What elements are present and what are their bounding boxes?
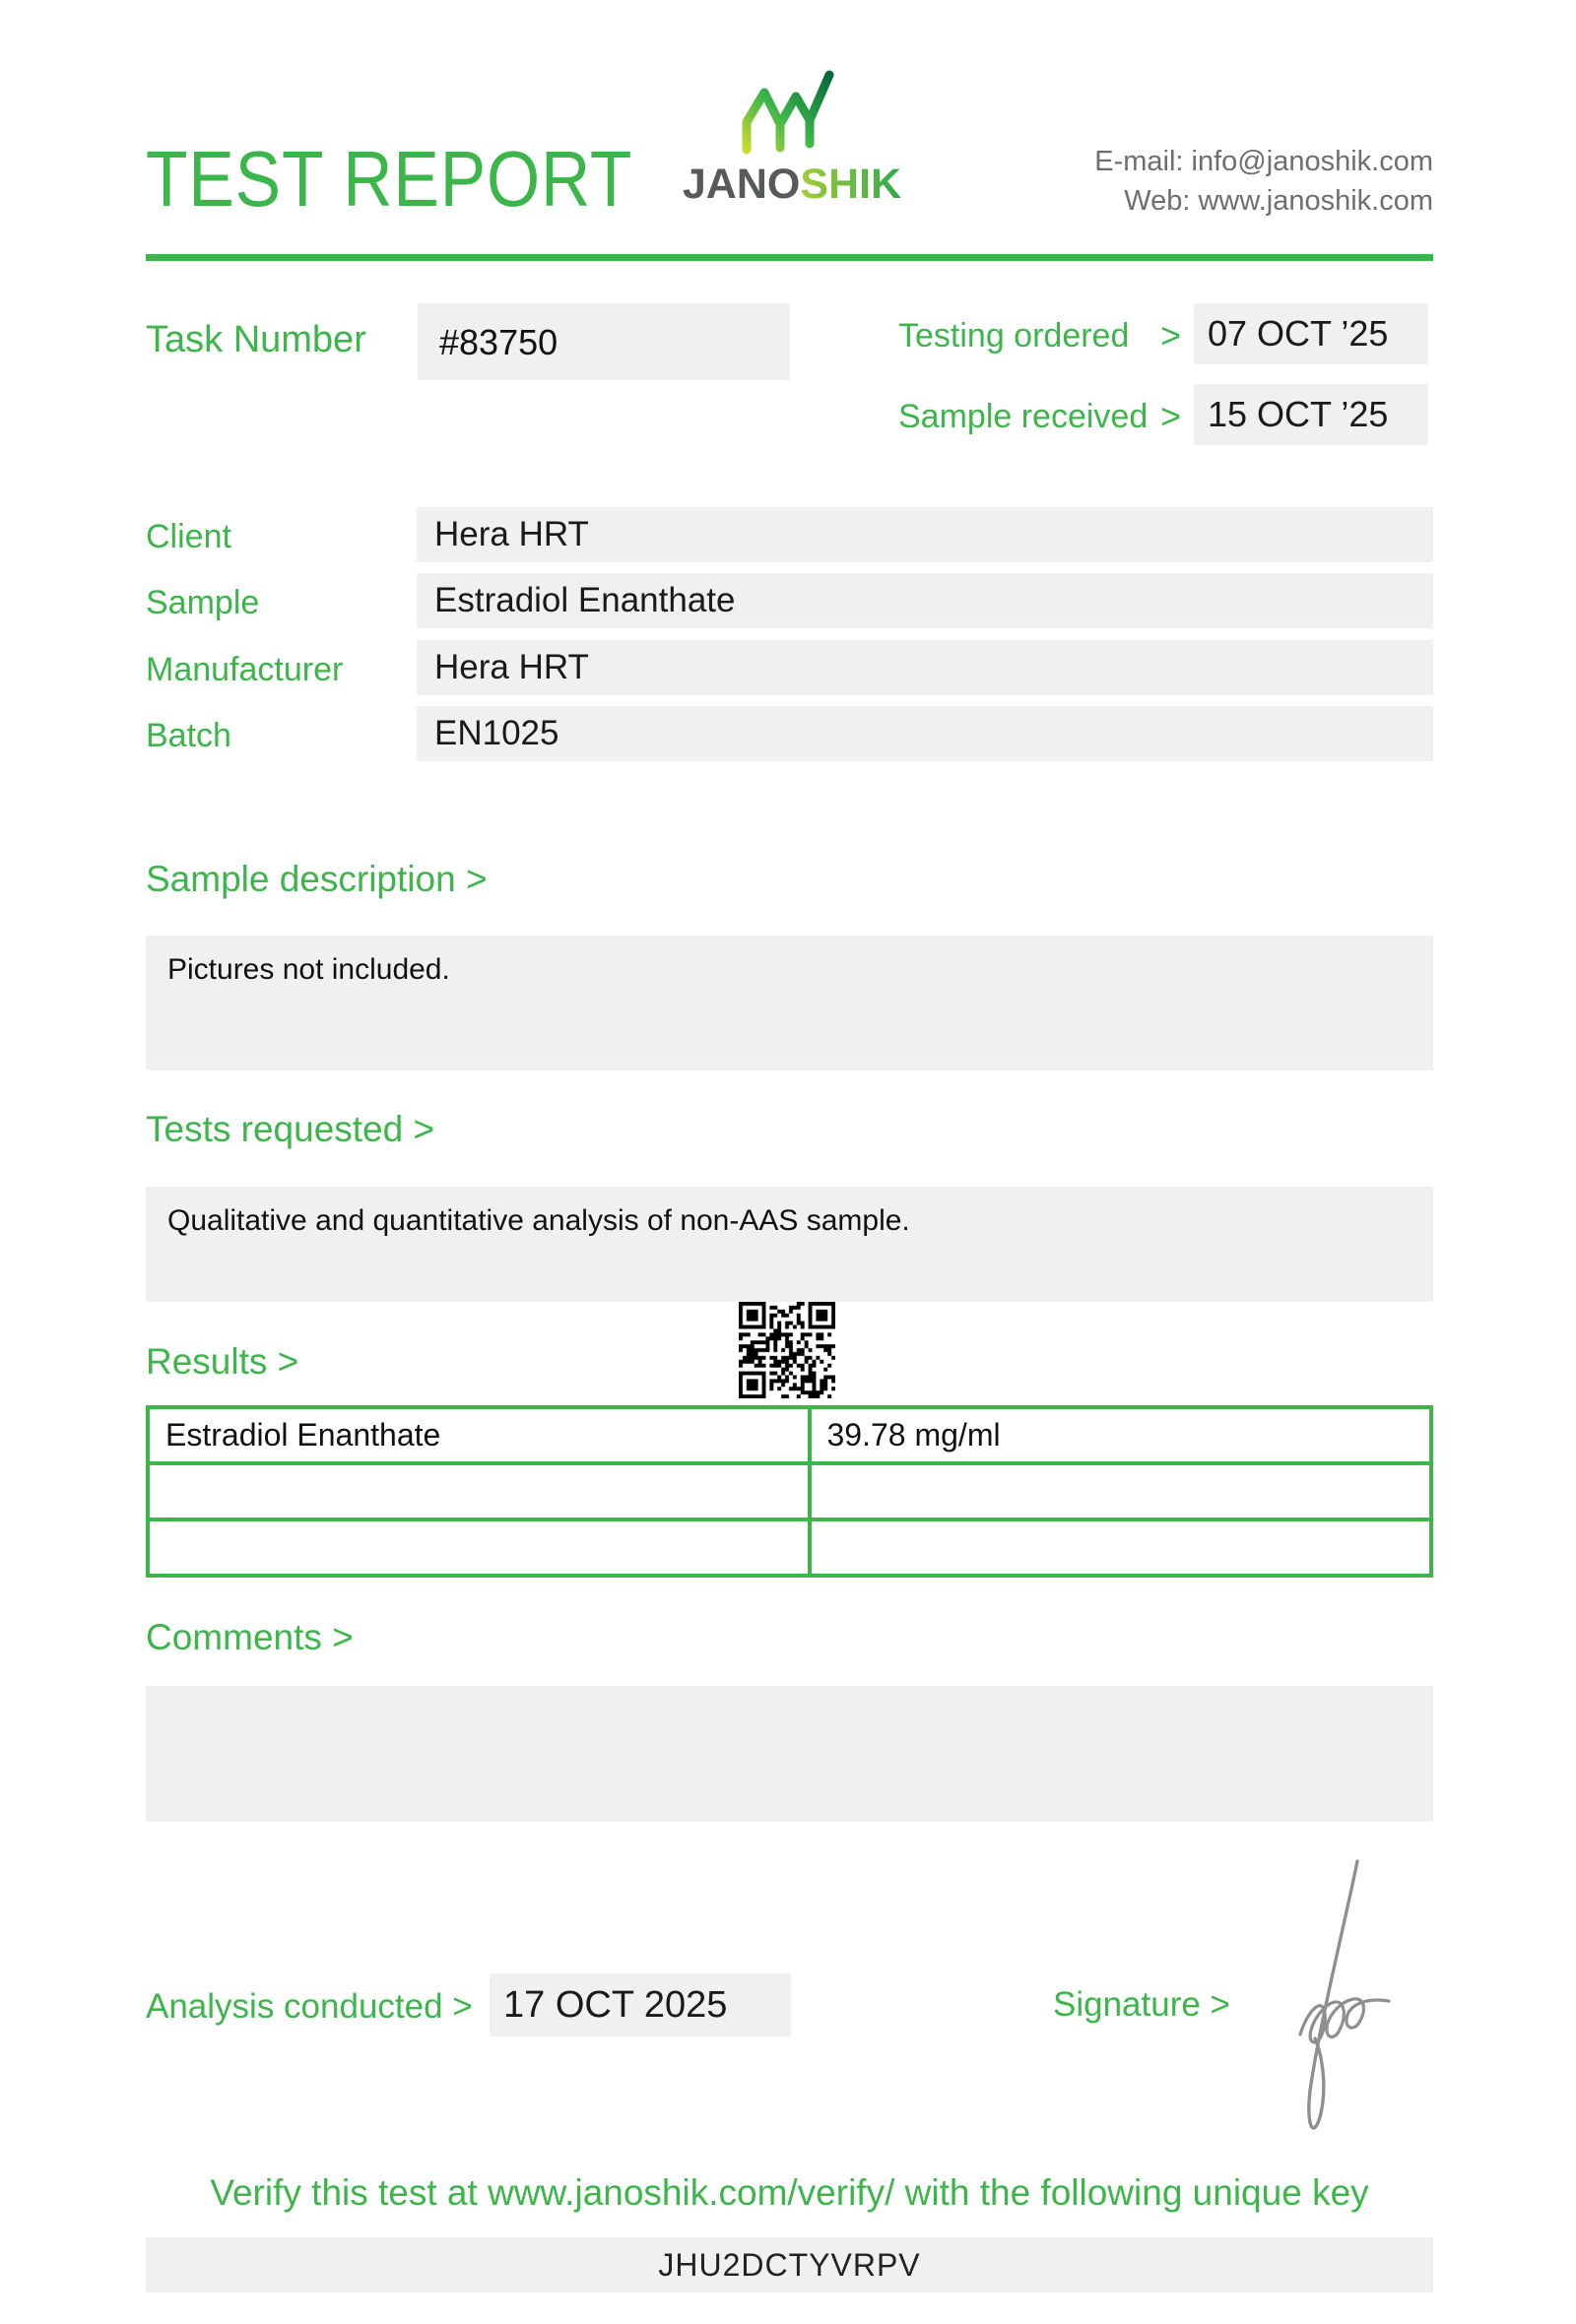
tests-requested-box (146, 1187, 1433, 1302)
testing-ordered-chevron: > (1160, 315, 1182, 355)
header-divider (146, 254, 1433, 261)
analysis-date-value: 17 OCT 2025 (503, 1984, 728, 2026)
sample-description-text: Pictures not included. (167, 953, 450, 986)
batch-label: Batch (146, 717, 231, 754)
page-title: TEST REPORT (146, 135, 633, 223)
logo-text-jano: JANO (682, 161, 801, 208)
sample-description-heading: Sample description > (146, 859, 488, 899)
tests-requested-heading: Tests requested > (146, 1109, 435, 1149)
result-analyte-cell: Estradiol Enanthate (148, 1407, 810, 1463)
task-number-field (418, 303, 790, 380)
testing-ordered-label: Testing ordered (898, 317, 1130, 355)
result-analyte-cell (148, 1463, 810, 1519)
comments-heading: Comments > (146, 1617, 354, 1657)
contact-block (1094, 142, 1433, 221)
logo-trend-icon (735, 65, 837, 158)
analysis-date-field (490, 1973, 791, 2036)
contact-email: E-mail: info@janoshik.com (1094, 146, 1433, 177)
testing-ordered-field (1194, 303, 1428, 364)
signature-label: Signature > (1053, 1985, 1230, 2024)
client-value: Hera HRT (434, 515, 589, 553)
result-value-cell (810, 1463, 1432, 1519)
sample-received-chevron: > (1160, 396, 1182, 436)
task-number-label: Task Number (146, 319, 366, 360)
batch-value: EN1025 (434, 714, 559, 752)
logo-wordmark (678, 161, 906, 208)
result-analyte-cell (148, 1519, 810, 1576)
result-value-cell: 39.78 mg/ml (810, 1407, 1432, 1463)
results-table (146, 1405, 1433, 1578)
manufacturer-field (417, 640, 1433, 695)
verify-key-value: JHU2DCTYVRPV (658, 2247, 921, 2283)
verify-instruction: Verify this test at www.janoshik.com/verify/ with the following unique key (210, 2172, 1369, 2213)
sample-field (417, 573, 1433, 628)
testing-ordered-value: 07 OCT ’25 (1208, 313, 1389, 354)
tests-requested-text: Qualitative and quantitative analysis of non-AAS sample. (167, 1204, 910, 1237)
manufacturer-value: Hera HRT (434, 648, 589, 686)
sample-value: Estradiol Enanthate (434, 581, 736, 619)
table-row (148, 1519, 1431, 1576)
contact-web: Web: www.janoshik.com (1124, 185, 1433, 217)
handwritten-signature (1261, 1849, 1409, 2164)
qr-code (739, 1302, 835, 1398)
sample-received-value: 15 OCT ’25 (1208, 394, 1389, 434)
comments-box (146, 1686, 1433, 1822)
results-heading: Results > (146, 1341, 299, 1382)
manufacturer-label: Manufacturer (146, 651, 344, 688)
verify-key-field (146, 2237, 1433, 2292)
table-row (148, 1463, 1431, 1519)
task-number-value: #83750 (439, 322, 558, 362)
client-label: Client (146, 518, 231, 555)
batch-field (417, 706, 1433, 761)
sample-received-field (1194, 384, 1428, 445)
analysis-conducted-label: Analysis conducted > (146, 1987, 473, 2026)
client-field (417, 507, 1433, 562)
sample-label: Sample (146, 584, 260, 621)
sample-received-label: Sample received (898, 398, 1149, 435)
table-row (148, 1407, 1431, 1463)
sample-description-box (146, 936, 1433, 1070)
result-value-cell (810, 1519, 1432, 1576)
logo-text-shik: SHIK (800, 161, 902, 208)
